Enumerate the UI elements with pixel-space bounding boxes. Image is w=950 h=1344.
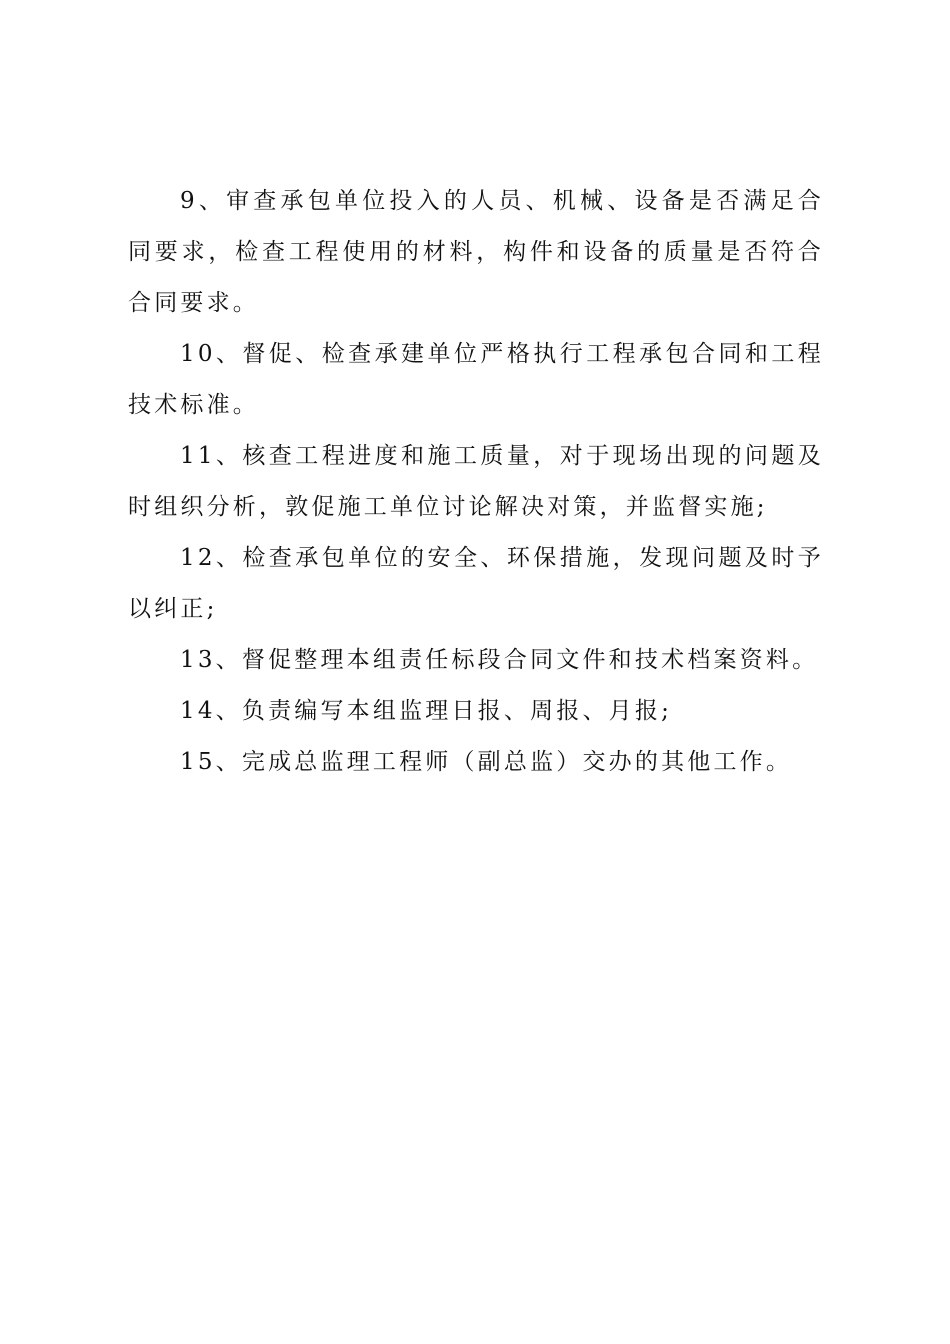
duty-item-12: 12、检查承包单位的安全、环保措施，发现问题及时予以纠正; [128,545,824,622]
duty-item-13: 13、督促整理本组责任标段合同文件和技术档案资料。 [180,647,819,673]
duty-item-11: 11、核查工程进度和施工质量，对于现场出现的问题及时组织分析，敦促施工单位讨论解决对策，并监督实施; [128,443,824,520]
duty-item-14: 14、负责编写本组监理日报、周报、月报; [180,698,673,724]
duty-item-10: 10、督促、检查承建单位严格执行工程承包合同和工程技术标准。 [128,341,824,418]
duty-list [128,176,824,788]
duty-item-15: 15、完成总监理工程师（副总监）交办的其他工作。 [180,749,793,775]
duty-item-9: 9、审查承包单位投入的人员、机械、设备是否满足合同要求，检查工程使用的材料，构件和设备的质量是否符合合同要求。 [128,188,824,316]
